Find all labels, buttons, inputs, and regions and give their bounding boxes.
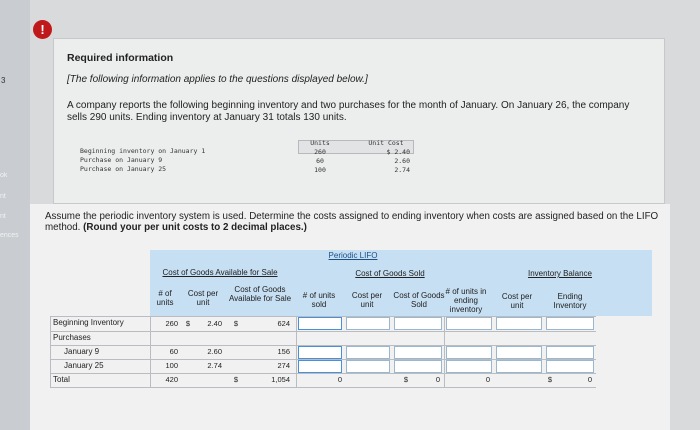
jan9-cost-per-unit: 2.60 xyxy=(207,347,222,356)
col-divider xyxy=(296,316,297,387)
required-info-note: [The following information applies to the questions displayed below.] xyxy=(67,74,368,85)
col-sold-cost-per-unit: Cost per unit xyxy=(351,291,383,309)
jan9-total: 156 xyxy=(277,347,290,356)
required-info-text: A company reports the following beginning inventory and two purchases for the month of January. On January 26, the company sells 290 units. Ending inventory at January 31 totals 130 units. xyxy=(67,100,630,123)
ending-inventory-input[interactable] xyxy=(546,346,594,359)
col-cogs: Cost of Goods Sold xyxy=(393,291,445,309)
sold-units-input[interactable] xyxy=(298,346,342,359)
col-units: # of units xyxy=(156,289,174,307)
col-cost-per-unit: Cost per unit xyxy=(187,289,219,307)
col-units-sold: # of units sold xyxy=(302,291,336,309)
dollar-sign: $ xyxy=(403,375,408,384)
row-label-total: Total xyxy=(53,375,70,384)
dollar-sign: $ xyxy=(547,375,552,384)
jan25-total: 274 xyxy=(277,361,290,370)
required-information-panel xyxy=(53,38,665,204)
alert-icon: ! xyxy=(33,20,52,39)
ending-units-input[interactable] xyxy=(446,346,492,359)
row-divider xyxy=(50,373,596,374)
cogs-input[interactable] xyxy=(394,317,442,330)
beginning-cost-per-unit: 2.40 xyxy=(207,319,222,328)
rail-item[interactable]: nt xyxy=(0,193,6,200)
rail-number: 3 xyxy=(1,76,6,85)
periodic-lifo-grid xyxy=(50,250,652,395)
sold-cost-per-unit-input[interactable] xyxy=(346,317,390,330)
total-units: 420 xyxy=(165,375,178,384)
inventory-row-units: 60 xyxy=(316,157,324,165)
beginning-units: 260 xyxy=(165,319,178,328)
group-available: Cost of Goods Available for Sale xyxy=(162,268,278,277)
sold-units-input[interactable] xyxy=(298,360,342,373)
jan25-units: 100 xyxy=(165,361,178,370)
inventory-row-cost: 2.60 xyxy=(394,157,410,165)
question-rounding-note: (Round your per unit costs to 2 decimal places.) xyxy=(83,222,307,233)
total-available: 1,054 xyxy=(271,375,290,384)
ending-units-input[interactable] xyxy=(446,317,492,330)
col-divider xyxy=(444,316,445,387)
grid-title: Periodic LIFO xyxy=(328,251,378,260)
jan9-units: 60 xyxy=(169,347,178,356)
group-balance: Inventory Balance xyxy=(527,269,593,278)
required-info-title: Required information xyxy=(67,52,174,64)
question-body: Assume the periodic inventory system is used. Determine the costs assigned to ending inventory when costs are assigned based on the LIFO method. xyxy=(45,211,659,233)
question-text xyxy=(45,211,665,233)
beginning-total: 624 xyxy=(277,319,290,328)
sold-cost-per-unit-input[interactable] xyxy=(346,360,390,373)
col-divider xyxy=(50,316,51,387)
inventory-row-label: Purchase on January 9 xyxy=(80,156,163,164)
row-label-purchases: Purchases xyxy=(53,333,91,342)
col-balance-cost-per-unit: Cost per unit xyxy=(501,292,533,310)
ending-units-input[interactable] xyxy=(446,360,492,373)
dollar-sign: $ xyxy=(185,319,190,328)
inventory-row-units: 100 xyxy=(314,166,326,174)
total-units-sold: 0 xyxy=(337,375,342,384)
inventory-row-label: Purchase on January 25 xyxy=(80,165,167,173)
rail-item[interactable]: ok xyxy=(0,172,8,179)
sold-cost-per-unit-input[interactable] xyxy=(346,346,390,359)
cogs-input[interactable] xyxy=(394,360,442,373)
inventory-row-label: Beginning inventory on January 1 xyxy=(80,147,206,155)
sold-units-input[interactable] xyxy=(298,317,342,330)
inventory-row-units: 260 xyxy=(314,148,326,156)
ending-inventory-input[interactable] xyxy=(546,360,594,373)
row-divider xyxy=(50,387,596,388)
col-ending-inventory: Ending Inventory xyxy=(553,292,587,310)
row-divider xyxy=(50,331,596,332)
total-ending-inventory: 0 xyxy=(587,375,592,384)
rail-item[interactable]: nt xyxy=(0,213,6,220)
total-ending-units: 0 xyxy=(485,375,490,384)
col-available: Cost of Goods Available for Sale xyxy=(228,285,292,303)
row-label-jan25: January 25 xyxy=(64,361,104,370)
unit-cost-header: Unit Cost xyxy=(368,139,404,147)
col-divider xyxy=(150,316,151,387)
inventory-row-cost: $ 2.40 xyxy=(386,148,410,156)
dollar-sign: $ xyxy=(233,319,238,328)
inventory-row-cost: 2.74 xyxy=(394,166,410,174)
balance-cost-per-unit-input[interactable] xyxy=(496,317,542,330)
jan25-cost-per-unit: 2.74 xyxy=(207,361,222,370)
total-cogs: 0 xyxy=(435,375,440,384)
ending-inventory-input[interactable] xyxy=(546,317,594,330)
row-label-beginning: Beginning Inventory xyxy=(53,318,124,327)
dollar-sign: $ xyxy=(233,375,238,384)
balance-cost-per-unit-input[interactable] xyxy=(496,346,542,359)
group-sold: Cost of Goods Sold xyxy=(355,269,425,278)
units-header: Units xyxy=(310,139,330,147)
row-label-jan9: January 9 xyxy=(64,347,100,356)
balance-cost-per-unit-input[interactable] xyxy=(496,360,542,373)
rail-item[interactable]: ences xyxy=(0,232,19,239)
cogs-input[interactable] xyxy=(394,346,442,359)
left-rail xyxy=(0,0,30,430)
col-units-ending: # of units in ending inventory xyxy=(445,287,487,314)
